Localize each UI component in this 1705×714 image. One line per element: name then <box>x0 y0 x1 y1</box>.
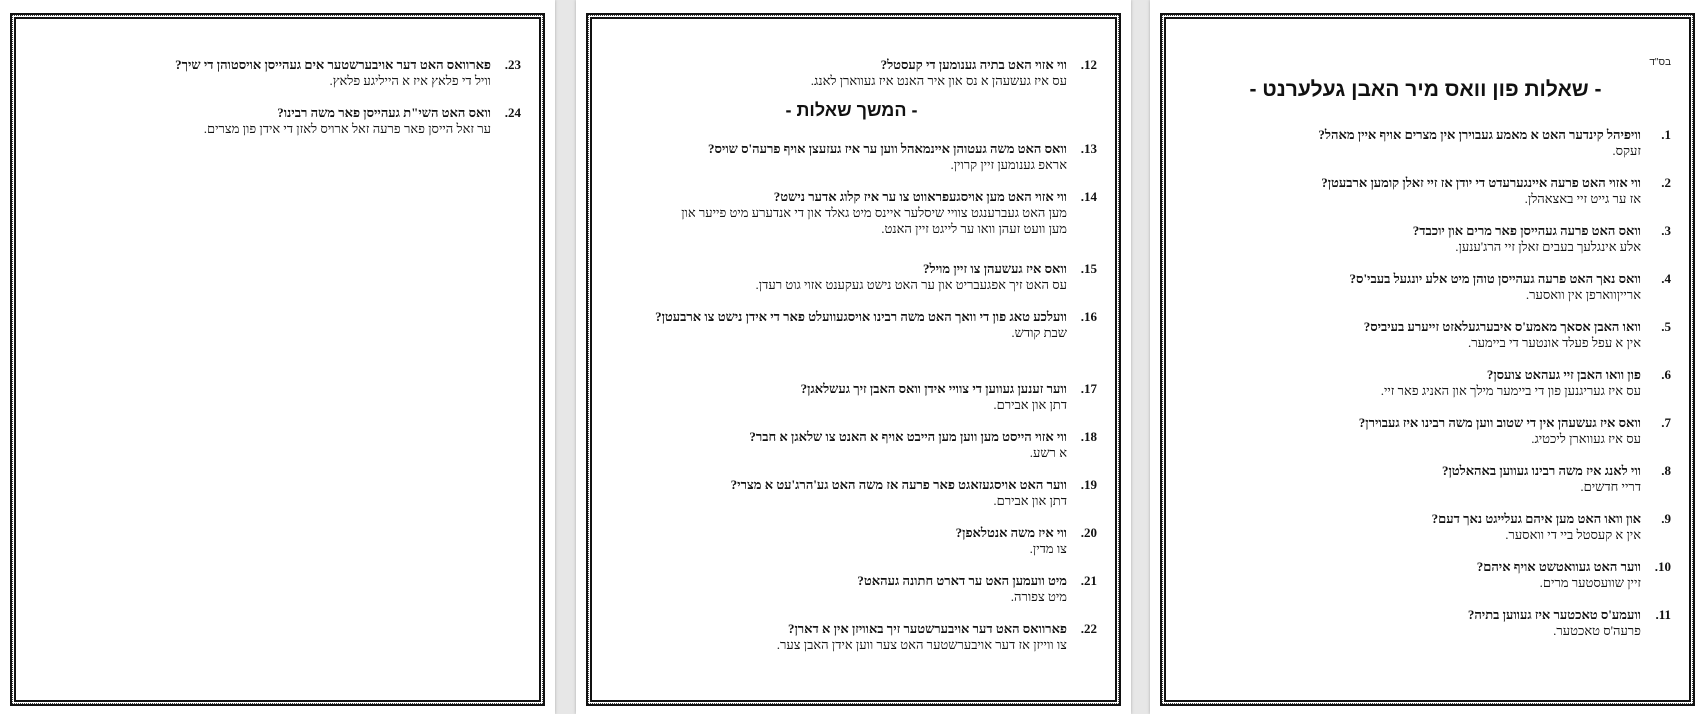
answer <box>1180 191 1671 207</box>
question <box>606 429 1097 445</box>
question-text: ווער זענען געווען די צוויי אידן וואס האבן זיך געשלאגן? <box>800 381 1067 396</box>
answer-line: מען וועט זעהן וואו ער לייגט זיין האנט. <box>881 221 1067 236</box>
question <box>1180 559 1671 575</box>
question <box>606 309 1097 325</box>
answer <box>1180 383 1671 399</box>
answer-line: עס איז געשעהן א נס און איר האנט איז געווארן לאנג. <box>810 73 1067 88</box>
answer <box>30 73 521 89</box>
question-text: וואס האט משה געטוהן איינמאהל ווען ער איז געזעצן אויף פרעה'ס שויס? <box>708 141 1067 156</box>
page-1-content <box>1180 0 1671 714</box>
question-number: 9. <box>1661 511 1671 526</box>
question-text: וואס האט השי"ת געהייסן פאר משה רבינו? <box>277 105 491 120</box>
question-item <box>1180 319 1671 351</box>
question-text: ווי אזוי האט פרעה איינגערעדט די יודן אז זיי זאלן קומען ארבעטן? <box>1321 175 1641 190</box>
answer <box>1180 143 1671 159</box>
question <box>1180 127 1671 143</box>
question-item <box>1180 463 1671 495</box>
answer <box>1180 287 1671 303</box>
question <box>1180 271 1671 287</box>
question-number: 14. <box>1080 189 1097 204</box>
question-text: מיט וועמען האט ער דארט חתונה געהאט? <box>857 573 1067 588</box>
answer-line: ארייןווארפן אין וואסער. <box>1525 287 1641 302</box>
question-number: 5. <box>1661 319 1671 334</box>
question-number: 18. <box>1080 429 1097 444</box>
question-item <box>606 309 1097 341</box>
answer <box>1180 239 1671 255</box>
page-2-content <box>606 0 1097 714</box>
answer <box>606 277 1097 293</box>
question-text: וועמע'ס טאכטער איז געווען בתיה? <box>1467 607 1641 622</box>
answer-line: ער זאל הייסן פאר פרעה זאל ארויס לאזן די אידן פון מצרים. <box>203 121 491 136</box>
question-text: וואס נאך האט פרעה געהייסן טוהן מיט אלע יונגעל בעבי'ס? <box>1349 271 1641 286</box>
question-number: 13. <box>1080 141 1097 156</box>
question-item <box>1180 175 1671 207</box>
question <box>606 621 1097 637</box>
question-text: ווער האט אויסגעזאגט פאר פרעה אז משה האט גע'הרג'עט א מצרי? <box>730 477 1067 492</box>
question <box>1180 319 1671 335</box>
answer-line: אלע אינגלעך בעבים זאלן זיי הרג'ענען. <box>1455 239 1641 254</box>
question-text: ווער האט געוואטשט אויף איהם? <box>1476 559 1641 574</box>
page-title: - שאלות פון וואס מיר האבן געלערנט - <box>1249 78 1602 101</box>
answer-line: פרעה'ס טאכטער. <box>1553 623 1641 638</box>
question-item <box>30 57 521 89</box>
question-item <box>606 57 1097 89</box>
question <box>1180 511 1671 527</box>
answer-line: מיט צפורה. <box>1010 589 1067 604</box>
question <box>1180 415 1671 431</box>
question <box>1180 367 1671 383</box>
question <box>606 573 1097 589</box>
question-text: וואס האט פרעה געהייסן פאר מרים און יוכבד? <box>1412 223 1641 238</box>
question-text: ווי אזוי האט מען אויסגעפראווט צו ער איז קלוג אדער נישט? <box>773 189 1067 204</box>
answer-line: אז ער גייט זיי באצאהלן. <box>1524 191 1641 206</box>
question <box>606 525 1097 541</box>
answer-line: דתן און אבירם. <box>993 397 1067 412</box>
bsd-mark: בס"ד <box>1649 57 1671 68</box>
question-text: פארוואס האט דער אויבערשטער זיך באוויזן אין א דארן? <box>787 621 1067 636</box>
answer-line: עס האט זיך אפגעבריט און ער האט נישט געקענט אזוי גוט רעדן. <box>755 277 1067 292</box>
question-text: וואס איז געשעהן אין די שטוב ווען משה רבינו איז געבוירן? <box>1358 415 1641 430</box>
question-item <box>1180 559 1671 591</box>
answer-line: זעקס. <box>1612 143 1641 158</box>
answer-line: עס איז געווארן ליכטיג. <box>1531 431 1641 446</box>
answer <box>606 73 1097 89</box>
question <box>30 105 521 121</box>
answer <box>606 157 1097 173</box>
answer <box>1180 479 1671 495</box>
question-text: און וואו האט מען איהם געלייגט נאך דעם? <box>1431 511 1641 526</box>
question <box>1180 175 1671 191</box>
question-item <box>1180 271 1671 303</box>
answer-line: דתן און אבירם. <box>993 493 1067 508</box>
answer <box>606 637 1097 653</box>
answer <box>606 205 1097 237</box>
question-item <box>606 621 1097 653</box>
question-number: 8. <box>1661 463 1671 478</box>
question-number: 7. <box>1661 415 1671 430</box>
answer <box>606 493 1097 509</box>
answer <box>606 445 1097 461</box>
answer <box>1180 575 1671 591</box>
question-number: 12. <box>1080 57 1097 72</box>
question-number: 24. <box>504 105 521 120</box>
question <box>1180 223 1671 239</box>
answer-line: זיין שוועסטער מרים. <box>1539 575 1641 590</box>
answer <box>1180 623 1671 639</box>
answer <box>1180 431 1671 447</box>
question-number: 20. <box>1080 525 1097 540</box>
question-number: 4. <box>1661 271 1671 286</box>
answer-line: אין א עפל פעלד אונטער די ביימער. <box>1468 335 1641 350</box>
question <box>1180 607 1671 623</box>
question-text: ווי לאנג איז משה רבינו געווען באהאלטן? <box>1441 463 1641 478</box>
question <box>606 57 1097 73</box>
question-text: ווי אזוי האט בתיה גענומען די קעסטל? <box>880 57 1067 72</box>
question-text: וואס איז געשעהן צו זיין מויל? <box>923 261 1067 276</box>
question-text: וועלכע טאג פון די וואך האט משה רבינו אויסגעוועלט פאר די אידן נישט צו ארבעטן? <box>655 309 1067 324</box>
answer <box>1180 527 1671 543</box>
page-3-content <box>30 0 521 714</box>
question-item <box>1180 127 1671 159</box>
question-number: 11. <box>1655 607 1671 622</box>
question-item <box>1180 415 1671 447</box>
question <box>30 57 521 73</box>
answer <box>1180 335 1671 351</box>
question-number: 16. <box>1080 309 1097 324</box>
answer <box>30 121 521 137</box>
question-text: פארוואס האט דער אויבערשטער אים געהייסן אויסטוהן די שיך? <box>175 57 491 72</box>
answer-line: מען האט געברענגט צוויי שיסלער איינס מיט גאלד און די אנדערע מיט פייער און <box>681 205 1067 220</box>
question <box>1180 463 1671 479</box>
question-item <box>606 189 1097 237</box>
question-number: 2. <box>1661 175 1671 190</box>
question-number: 6. <box>1661 367 1671 382</box>
question-item <box>1180 223 1671 255</box>
page-1 <box>1150 0 1705 714</box>
question-item <box>606 525 1097 557</box>
answer <box>606 325 1097 341</box>
question-number: 19. <box>1080 477 1097 492</box>
question-item <box>606 477 1097 509</box>
answer-line: דריי חדשים. <box>1580 479 1641 494</box>
question-number: 17. <box>1080 381 1097 396</box>
question-number: 22. <box>1080 621 1097 636</box>
question-number: 1. <box>1661 127 1671 142</box>
answer-line: צו מדין. <box>1029 541 1067 556</box>
question <box>606 261 1097 277</box>
question-item <box>30 105 521 137</box>
question-number: 15. <box>1080 261 1097 276</box>
answer-line: אראפ גענומען זיין קרוין. <box>950 157 1067 172</box>
page-3 <box>0 0 555 714</box>
page-2 <box>576 0 1131 714</box>
question-text: פון וואו האבן זיי געהאט צועסן? <box>1486 367 1641 382</box>
question-number: 10. <box>1654 559 1671 574</box>
question-number: 3. <box>1661 223 1671 238</box>
question-item <box>606 573 1097 605</box>
answer-line: אין א קעסטל ביי די וואסער. <box>1505 527 1641 542</box>
question <box>606 189 1097 205</box>
page-subtitle: - המשך שאלות - <box>785 100 918 120</box>
question-item <box>1180 607 1671 639</box>
answer-line: א רשע. <box>1029 445 1067 460</box>
question-item <box>606 141 1097 173</box>
question-text: וואו האבן אסאך מאמע'ס איבערגעלאזט זייערע בעיביס? <box>1363 319 1641 334</box>
answer <box>606 589 1097 605</box>
question-item <box>606 381 1097 413</box>
answer-line: צו ווייזן אז דער אויבערשטער האט צער ווען אידן האבן צער. <box>776 637 1067 652</box>
question <box>606 477 1097 493</box>
question-number: 23. <box>504 57 521 72</box>
question-item <box>606 261 1097 293</box>
question-number: 21. <box>1080 573 1097 588</box>
question-text: ווי אזוי הייסט מען ווען מען הייבט אויף א האנט צו שלאגן א חבר? <box>749 429 1067 444</box>
question-text: וויפיהל קינדער האט א מאמע געבוירן אין מצרים אויף איין מאהל? <box>1318 127 1641 142</box>
answer-line: שבת קודש. <box>1011 325 1067 340</box>
answer <box>606 397 1097 413</box>
question-item <box>1180 367 1671 399</box>
answer <box>606 541 1097 557</box>
answer-line: עס איז געריגנען פון די ביימער מילך און האניג פאר זיי. <box>1380 383 1641 398</box>
question-item <box>1180 511 1671 543</box>
question-text: ווי איז משה אנטלאפן? <box>955 525 1067 540</box>
question <box>606 381 1097 397</box>
question <box>606 141 1097 157</box>
question-item <box>606 429 1097 461</box>
answer-line: וויל די פלאץ איז א הייליגע פלאץ. <box>329 73 491 88</box>
